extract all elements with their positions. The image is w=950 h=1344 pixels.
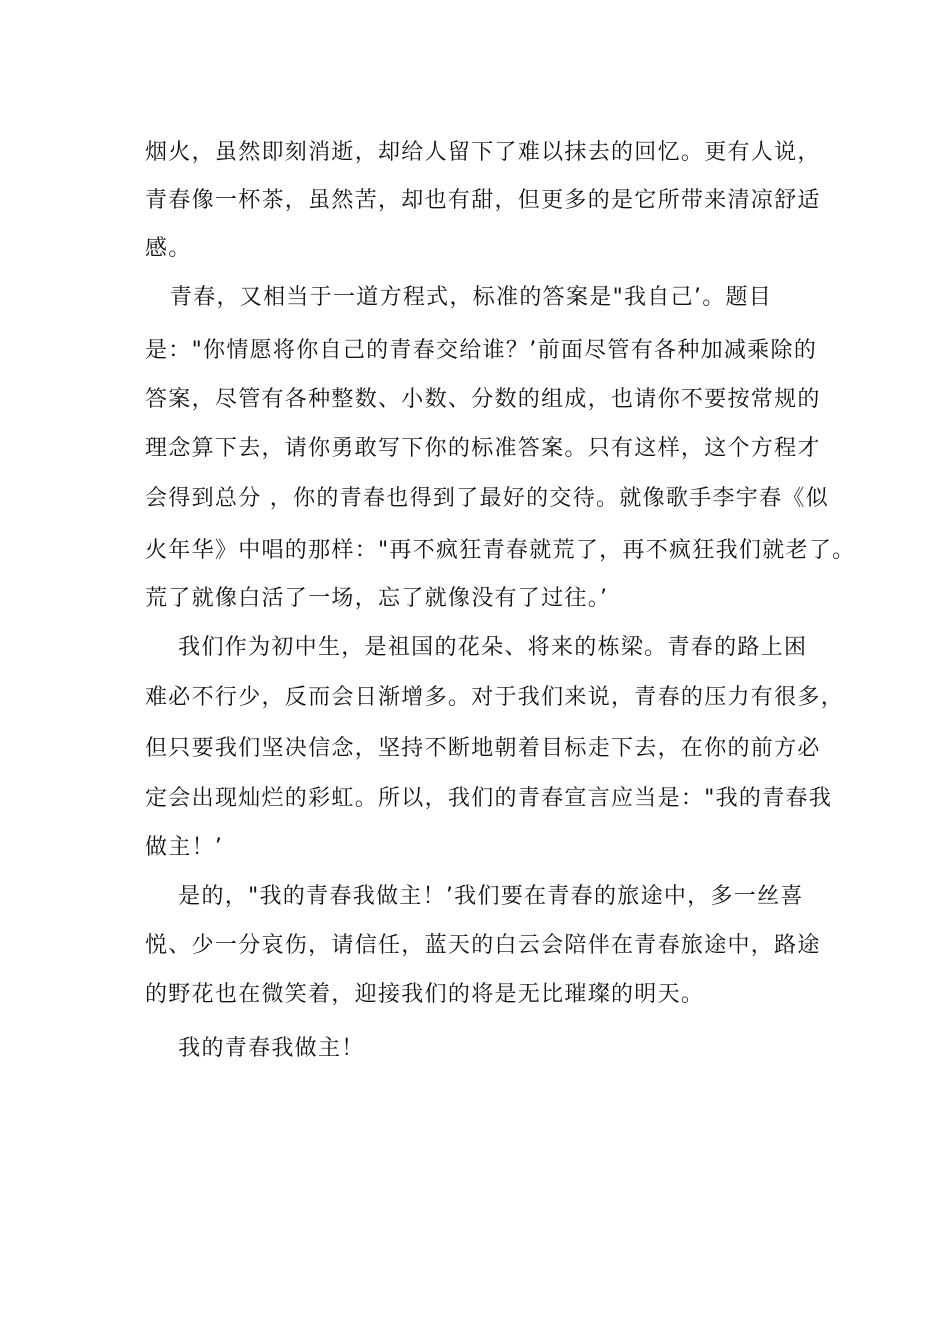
text-line: 荒了就像白活了一场，忘了就像没有了过往。’ [145,586,609,611]
text-line: 悦、少一分哀伤，请信任，蓝天的白云会陪伴在青春旅途中，路途 [145,933,821,958]
text-line: 但只要我们坚决信念，坚持不断地朝着目标走下去，在你的前方必 [145,736,821,761]
text-line: 理念算下去，请你勇敢写下你的标准答案。只有这样，这个方程才 [145,436,821,461]
text-line: 定会出现灿烂的彩虹。所以，我们的青春宣言应当是："我的青春我 [145,786,833,811]
text-line: 青春，又相当于一道方程式，标准的答案是"我自己’。题目 [145,285,773,310]
text-line: 烟火，虽然即刻消逝，却给人留下了难以抹去的回忆。更有人说， [145,140,821,165]
text-line: 是："你情愿将你自己的青春交给谁？’前面尽管有各种加减乘除的 [145,338,818,363]
text-line: 火年华》中唱的那样："再不疯狂青春就荒了，再不疯狂我们就老了。 [145,538,856,563]
text-line: 我的青春我做主！ [145,1036,365,1061]
text-line: 我们作为初中生，是祖国的花朵、将来的栋梁。青春的路上困 [145,635,808,660]
text-line: 是的，"我的青春我做主！’我们要在青春的旅途中，多一丝喜 [145,884,804,909]
text-line: 青春像一杯茶，虽然苦，却也有甜，但更多的是它所带来清凉舒适 [145,188,821,213]
text-line: 难必不行少，反而会日渐增多。对于我们来说，青春的压力有很多， [145,685,845,710]
text-line: 的野花也在微笑着，迎接我们的将是无比璀璨的明天。 [145,982,705,1007]
text-line: 感。 [145,236,192,261]
text-line: 会得到总分 ，你的青春也得到了最好的交待。就像歌手李宇春《似 [145,486,829,511]
text-line: 答案，尽管有各种整数、小数、分数的组成，也请你不要按常规的 [145,387,821,412]
text-line: 做主！’ [145,835,224,860]
